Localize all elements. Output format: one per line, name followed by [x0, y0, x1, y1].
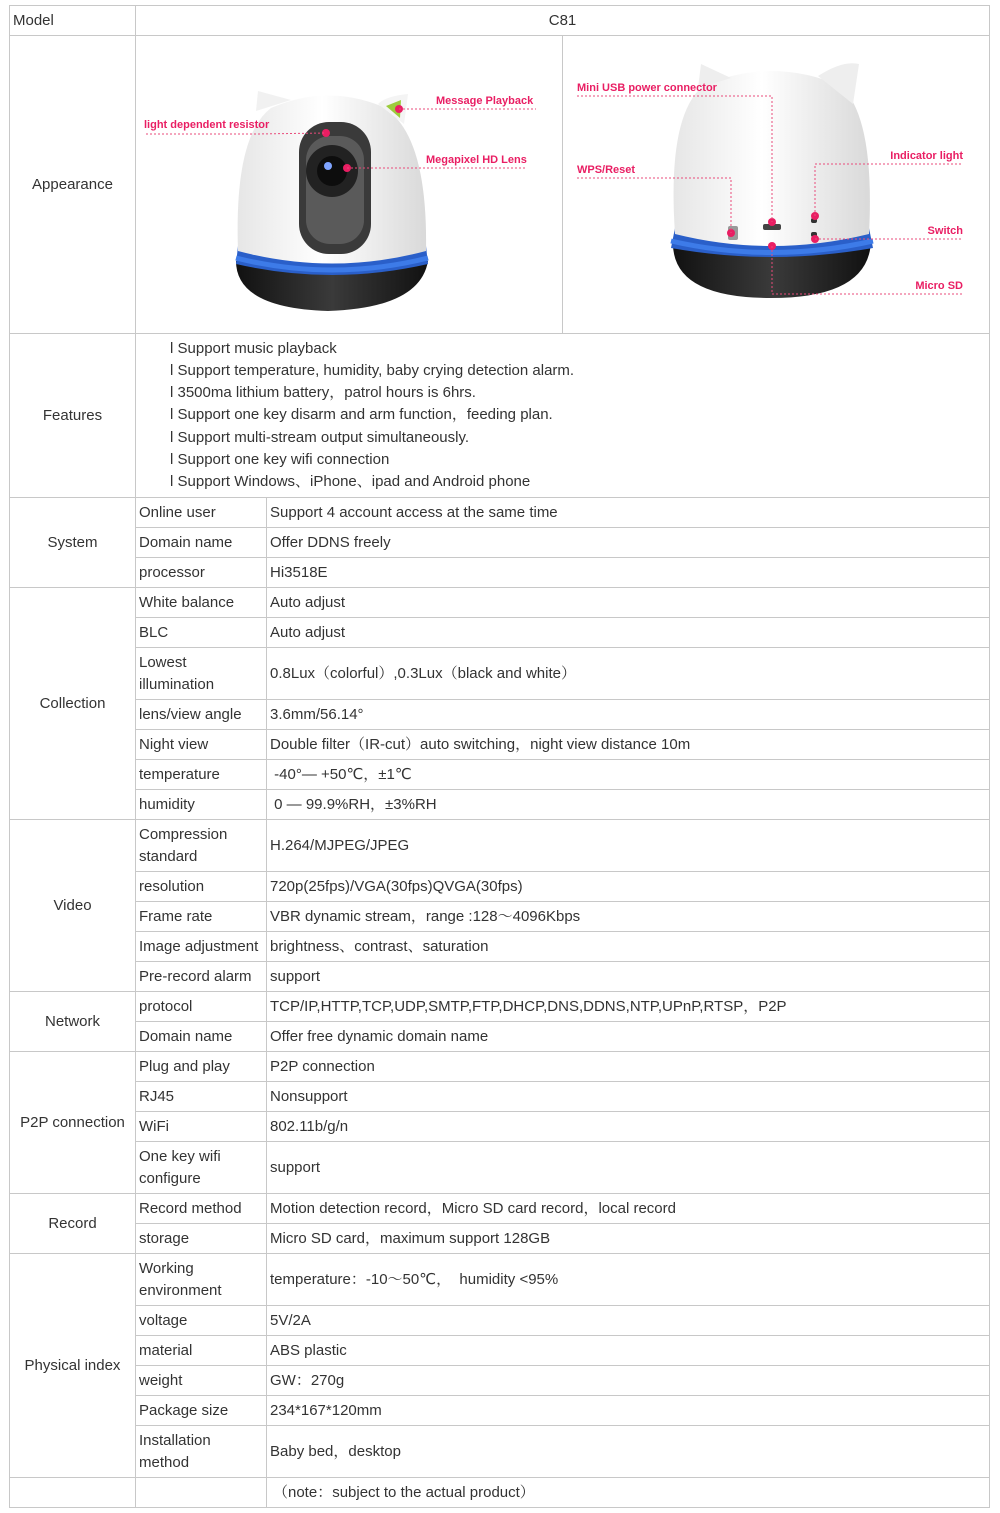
spec-key: Plug and play	[136, 1052, 267, 1082]
spec-value: Auto adjust	[267, 618, 990, 648]
spec-row	[10, 760, 990, 790]
note-empty-cell	[10, 1478, 136, 1508]
category-label: P2P connection	[10, 1052, 136, 1194]
spec-row	[10, 992, 990, 1022]
spec-key: White balance	[136, 588, 267, 618]
spec-value: support	[267, 962, 990, 992]
spec-value: 802.11b/g/n	[267, 1112, 990, 1142]
spec-row	[10, 1396, 990, 1426]
model-row	[10, 6, 990, 36]
note-row	[10, 1478, 990, 1508]
spec-row	[10, 1366, 990, 1396]
spec-row	[10, 588, 990, 618]
spec-key: Record method	[136, 1194, 267, 1224]
features-list	[136, 334, 990, 498]
spec-row	[10, 648, 990, 700]
feature-item: l Support one key wifi connection	[170, 450, 390, 468]
category-label: System	[10, 498, 136, 588]
spec-value: 3.6mm/56.14°	[267, 700, 990, 730]
spec-key: Frame rate	[136, 902, 267, 932]
spec-value: brightness、contrast、saturation	[267, 932, 990, 962]
spec-row	[10, 790, 990, 820]
spec-row	[10, 1194, 990, 1224]
spec-value: ABS plastic	[267, 1336, 990, 1366]
spec-value: Hi3518E	[267, 558, 990, 588]
spec-key: processor	[136, 558, 267, 588]
category-label: Physical index	[10, 1254, 136, 1478]
spec-row	[10, 700, 990, 730]
spec-key: Domain name	[136, 528, 267, 558]
wps-label: WPS/Reset	[577, 164, 636, 176]
spec-value: VBR dynamic stream，range :128～4096Kbps	[267, 902, 990, 932]
spec-value: Baby bed，desktop	[267, 1426, 990, 1478]
feature-item: l Support music playback	[170, 339, 337, 357]
spec-key: BLC	[136, 618, 267, 648]
message-playback-label: Message Playback	[436, 95, 534, 107]
spec-key: One key wifi configure	[136, 1142, 267, 1194]
spec-key: Image adjustment	[136, 932, 267, 962]
appearance-row	[10, 36, 990, 334]
spec-key: storage	[136, 1224, 267, 1254]
spec-row	[10, 730, 990, 760]
spec-row	[10, 1142, 990, 1194]
spec-value: 0 — 99.9%RH，±3%RH	[267, 790, 990, 820]
category-label: Record	[10, 1194, 136, 1254]
spec-row	[10, 962, 990, 992]
spec-row	[10, 558, 990, 588]
spec-key: Pre-record alarm	[136, 962, 267, 992]
spec-row	[10, 1082, 990, 1112]
spec-value: Micro SD card，maximum support 128GB	[267, 1224, 990, 1254]
feature-item: l Support Windows、iPhone、ipad and Android phone	[170, 473, 531, 490]
spec-value: Double filter（IR-cut）auto switching，night view distance 10m	[267, 730, 990, 760]
note-empty-cell	[136, 1478, 267, 1508]
spec-value: 720p(25fps)/VGA(30fps)QVGA(30fps)	[267, 872, 990, 902]
spec-row	[10, 1254, 990, 1306]
features-row	[10, 334, 990, 498]
spec-value: H.264/MJPEG/JPEG	[267, 820, 990, 872]
switch-label: Switch	[927, 225, 963, 237]
spec-key: material	[136, 1336, 267, 1366]
spec-row	[10, 498, 990, 528]
spec-key: humidity	[136, 790, 267, 820]
spec-row	[10, 1224, 990, 1254]
spec-key: WiFi	[136, 1112, 267, 1142]
spec-key: voltage	[136, 1306, 267, 1336]
spec-row	[10, 902, 990, 932]
spec-table	[9, 5, 990, 1508]
spec-row	[10, 1052, 990, 1082]
camera-back-image	[563, 36, 990, 334]
spec-key: Working environment	[136, 1254, 267, 1306]
spec-row	[10, 872, 990, 902]
ldr-label: light dependent resistor	[144, 119, 270, 131]
microsd-label: Micro SD	[915, 280, 963, 292]
spec-row	[10, 1336, 990, 1366]
spec-value: Nonsupport	[267, 1082, 990, 1112]
spec-key: Online user	[136, 498, 267, 528]
spec-key: protocol	[136, 992, 267, 1022]
spec-row	[10, 618, 990, 648]
model-value: C81	[136, 6, 990, 36]
spec-row	[10, 1112, 990, 1142]
category-label: Collection	[10, 588, 136, 820]
spec-key: Night view	[136, 730, 267, 760]
camera-front-illustration	[136, 36, 562, 326]
lens-label: Megapixel HD Lens	[426, 154, 527, 166]
note-text: （note：subject to the actual product）	[267, 1478, 990, 1508]
spec-value: 234*167*120mm	[267, 1396, 990, 1426]
spec-row	[10, 1426, 990, 1478]
feature-item: l Support multi-stream output simultaneously.	[170, 428, 470, 446]
appearance-label: Appearance	[10, 36, 136, 334]
indicator-label: Indicator light	[890, 150, 963, 162]
spec-key: Installation method	[136, 1426, 267, 1478]
spec-value: TCP/IP,HTTP,TCP,UDP,SMTP,FTP,DHCP,DNS,DDNS,NTP,UPnP,RTSP，P2P	[267, 992, 990, 1022]
spec-key: weight	[136, 1366, 267, 1396]
feature-item: l 3500ma lithium battery，patrol hours is 6hrs.	[170, 384, 476, 402]
spec-key: RJ45	[136, 1082, 267, 1112]
camera-front-image	[136, 36, 563, 334]
spec-key: Lowest illumination	[136, 648, 267, 700]
spec-row	[10, 528, 990, 558]
spec-key: Compression standard	[136, 820, 267, 872]
features-label: Features	[10, 334, 136, 498]
spec-value: -40°— +50℃，±1℃	[267, 760, 990, 790]
spec-row	[10, 932, 990, 962]
camera-back-illustration	[563, 36, 989, 326]
category-label: Network	[10, 992, 136, 1052]
feature-item: l Support temperature, humidity, baby crying detection alarm.	[170, 361, 575, 379]
spec-value: support	[267, 1142, 990, 1194]
spec-row	[10, 1306, 990, 1336]
spec-value: 5V/2A	[267, 1306, 990, 1336]
spec-key: Domain name	[136, 1022, 267, 1052]
spec-value: temperature：-10～50℃， humidity <95%	[267, 1254, 990, 1306]
spec-value: Motion detection record，Micro SD card record，local record	[267, 1194, 990, 1224]
feature-item: l Support one key disarm and arm function，feeding plan.	[170, 406, 553, 424]
usb-label: Mini USB power connector	[577, 82, 717, 94]
category-label: Video	[10, 820, 136, 992]
spec-value: Auto adjust	[267, 588, 990, 618]
spec-key: resolution	[136, 872, 267, 902]
spec-row	[10, 1022, 990, 1052]
spec-value: Offer DDNS freely	[267, 528, 990, 558]
spec-row	[10, 820, 990, 872]
spec-value: Offer free dynamic domain name	[267, 1022, 990, 1052]
spec-key: Package size	[136, 1396, 267, 1426]
spec-key: temperature	[136, 760, 267, 790]
model-label: Model	[10, 6, 136, 36]
spec-value: GW：270g	[267, 1366, 990, 1396]
spec-value: Support 4 account access at the same time	[267, 498, 990, 528]
spec-key: lens/view angle	[136, 700, 267, 730]
spec-value: P2P connection	[267, 1052, 990, 1082]
spec-value: 0.8Lux（colorful）,0.3Lux（black and white）	[267, 648, 990, 700]
